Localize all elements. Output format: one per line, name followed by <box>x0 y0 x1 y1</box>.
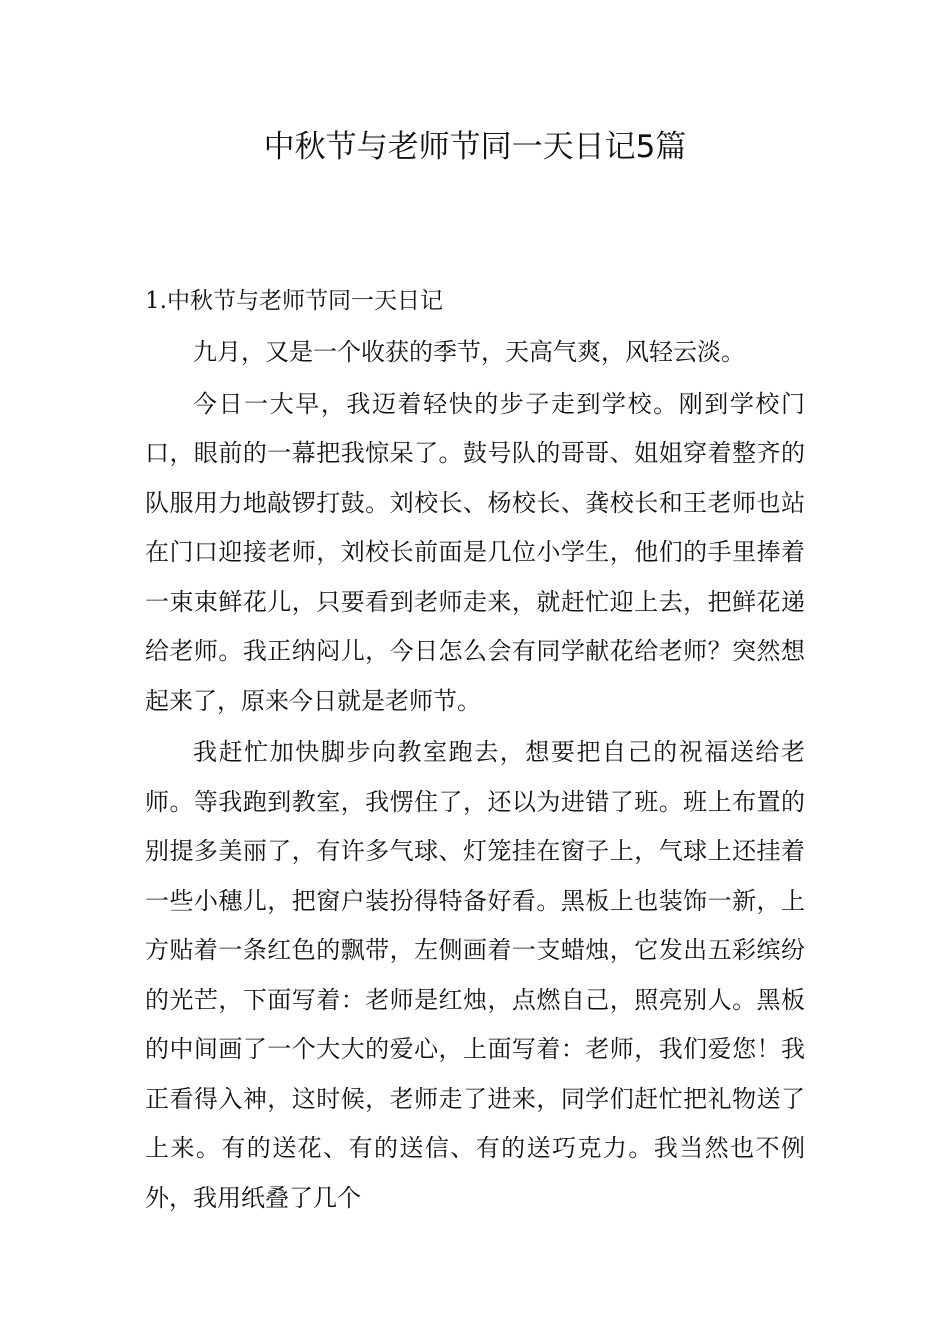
document-body <box>145 279 805 1223</box>
paragraph-3: 我赶忙加快脚步向教室跑去，想要把自己的祝福送给老师。等我跑到教室，我愣住了，还以为进错了班。班上布置的别提多美丽了，有许多气球、灯笼挂在窗子上，气球上还挂着一些小穗儿，把窗户装扮得特备好看。黑板上也装饰一新，上方贴着一条红色的飘带，左侧画着一支蜡烛，它发出五彩缤纷的光芒，下面写着：老师是红烛，点燃自己，照亮别人。黑板的中间画了一个大大的爱心，上面写着：老师，我们爱您！我正看得入神，这时候，老师走了进来，同学们赶忙把礼物送了上来。有的送花、有的送信、有的送巧克力。我当然也不例外，我用纸叠了几个 <box>145 738 805 1212</box>
document-title: 中秋节与老师节同一天日记5篇 <box>263 129 687 165</box>
paragraph-2: 今日一大早，我迈着轻快的步子走到学校。刚到学校门口，眼前的一幕把我惊呆了。鼓号队的哥哥、姐姐穿着整齐的队服用力地敲锣打鼓。刘校长、杨校长、龚校长和王老师也站在门口迎接老师，刘校长前面是几位小学生，他们的手里捧着一束束鲜花儿，只要看到老师走来，就赶忙迎上去，把鲜花递给老师。我正纳闷儿，今日怎么会有同学献花给老师？突然想起来了，原来今日就是老师节。 <box>145 389 805 715</box>
section-heading: 1.中秋节与老师节同一天日记 <box>145 288 443 314</box>
paragraph-1: 九月，又是一个收获的季节，天高气爽，风轻云淡。 <box>193 338 745 366</box>
